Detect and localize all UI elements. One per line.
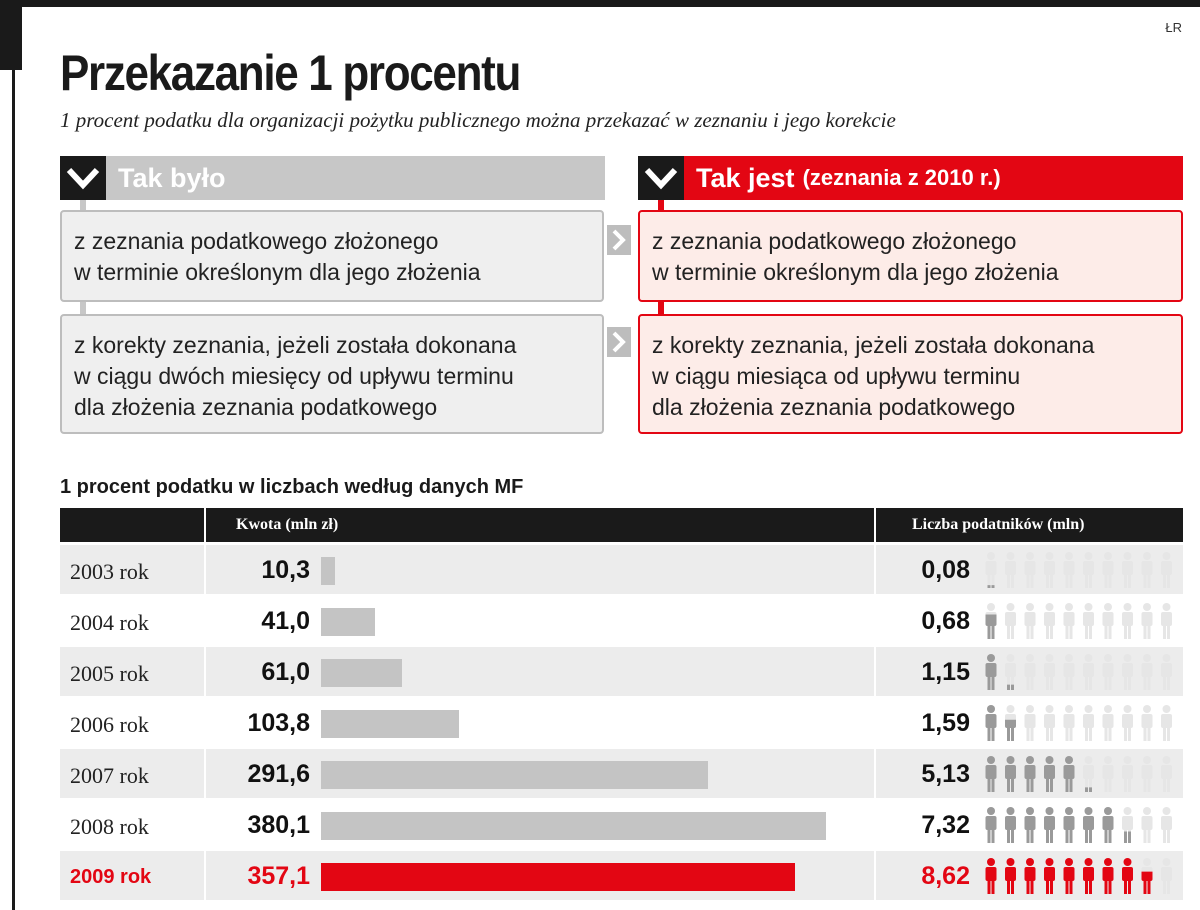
old-rule-2: z korekty zeznania, jeżeli została dokonana w ciągu dwóch miesięcy od upływu terminu dla złożenia zeznania podatkowego <box>60 314 604 434</box>
amount-bar <box>321 761 708 789</box>
person-icon <box>1103 807 1114 843</box>
person-icon <box>1064 756 1075 792</box>
count-label: 5,13 <box>921 760 970 788</box>
person-icon <box>1122 654 1133 690</box>
chart-title: 1 procent podatku w liczbach według danych MF <box>60 476 524 498</box>
person-icon <box>1044 756 1055 792</box>
table-row <box>60 545 1183 594</box>
amount-label: 41,0 <box>261 607 310 635</box>
table-row <box>60 698 1183 747</box>
person-icon <box>1064 705 1075 741</box>
person-icon <box>1005 552 1016 588</box>
table-row <box>60 851 1183 900</box>
people-pictogram <box>984 856 1184 896</box>
people-pictogram <box>984 805 1184 845</box>
column-separator <box>204 647 206 698</box>
amount-bar <box>321 812 826 840</box>
page-title: Przekazanie 1 procentu <box>60 45 521 101</box>
person-icon <box>1142 705 1153 741</box>
person-icon <box>1103 603 1114 639</box>
new-rules-title <box>684 156 1183 200</box>
column-separator <box>874 596 876 647</box>
row-year: 2008 rok <box>70 814 149 839</box>
people-pictogram <box>984 550 1184 590</box>
count-label: 0,08 <box>921 556 970 584</box>
count-label: 1,15 <box>921 658 970 686</box>
amount-label: 357,1 <box>247 862 310 890</box>
person-icon <box>1142 756 1153 792</box>
new-rules-title-main: Tak jest <box>696 162 795 193</box>
person-icon <box>1122 705 1133 741</box>
chevron-down-icon <box>638 156 684 200</box>
person-icon <box>1142 858 1153 894</box>
person-icon <box>1083 654 1094 690</box>
column-separator <box>204 698 206 749</box>
person-icon <box>1025 807 1036 843</box>
amount-bar <box>321 557 335 585</box>
new-rule-2: z korekty zeznania, jeżeli została dokonana w ciągu miesiąca od upływu terminu dla złożenia zeznania podatkowego <box>638 314 1183 434</box>
row-year: 2007 rok <box>70 763 149 788</box>
table-row <box>60 800 1183 849</box>
table-row <box>60 749 1183 798</box>
column-separator <box>204 545 206 596</box>
person-icon <box>1083 756 1094 792</box>
column-separator <box>874 749 876 800</box>
person-icon <box>1005 705 1016 741</box>
person-icon <box>1025 654 1036 690</box>
person-icon <box>1103 552 1114 588</box>
column-separator <box>204 851 206 902</box>
person-icon <box>1044 858 1055 894</box>
old-rules-heading <box>60 156 605 200</box>
table-header <box>60 508 1183 542</box>
old-rules-title: Tak było <box>106 156 605 200</box>
person-icon <box>986 654 997 690</box>
person-icon <box>1103 858 1114 894</box>
person-icon <box>1005 603 1016 639</box>
person-icon <box>986 603 997 639</box>
person-icon <box>1161 654 1172 690</box>
person-icon <box>1083 603 1094 639</box>
person-icon <box>1083 807 1094 843</box>
amount-label: 10,3 <box>261 556 310 584</box>
amount-bar <box>321 659 402 687</box>
people-pictogram <box>984 754 1184 794</box>
person-icon <box>1142 654 1153 690</box>
column-separator <box>204 800 206 851</box>
person-icon <box>1122 858 1133 894</box>
new-rules-heading <box>638 156 1183 200</box>
amount-bar <box>321 710 459 738</box>
person-icon <box>1103 654 1114 690</box>
person-icon <box>1064 552 1075 588</box>
person-icon <box>1064 858 1075 894</box>
row-year: 2004 rok <box>70 610 149 635</box>
person-icon <box>1044 705 1055 741</box>
amount-label: 380,1 <box>247 811 310 839</box>
people-pictogram <box>984 703 1184 743</box>
person-icon <box>1161 807 1172 843</box>
column-separator <box>204 749 206 800</box>
column-separator <box>874 647 876 698</box>
person-icon <box>1025 756 1036 792</box>
column-separator <box>874 545 876 596</box>
person-icon <box>1122 756 1133 792</box>
page-subtitle: 1 procent podatku dla organizacji pożytku publicznego można przekazać w zeznaniu i jego korekcie <box>60 108 896 132</box>
person-icon <box>1161 552 1172 588</box>
column-separator <box>874 800 876 851</box>
person-icon <box>1025 603 1036 639</box>
row-year: 2006 rok <box>70 712 149 737</box>
person-icon <box>1025 705 1036 741</box>
person-icon <box>986 756 997 792</box>
top-rule <box>0 0 1200 7</box>
person-icon <box>986 807 997 843</box>
person-icon <box>1083 552 1094 588</box>
new-rules-title-note: (zeznania z 2010 r.) <box>802 165 1001 190</box>
person-icon <box>1142 552 1153 588</box>
old-rule-1: z zeznania podatkowego złożonego w terminie określonym dla jego złożenia <box>60 210 604 302</box>
count-label: 7,32 <box>921 811 970 839</box>
header-separator <box>874 508 876 542</box>
person-icon <box>1083 858 1094 894</box>
new-rule-1: z zeznania podatkowego złożonego w terminie określonym dla jego złożenia <box>638 210 1183 302</box>
people-pictogram <box>984 601 1184 641</box>
header-amount: Kwota (mln zł) <box>236 516 339 533</box>
row-year: 2003 rok <box>70 559 149 584</box>
person-icon <box>986 858 997 894</box>
left-tab-marker <box>0 0 22 70</box>
table-row <box>60 596 1183 645</box>
arrow-right-icon <box>607 327 631 357</box>
person-icon <box>986 705 997 741</box>
left-rule <box>12 0 15 910</box>
people-pictogram <box>984 652 1184 692</box>
row-year: 2005 rok <box>70 661 149 686</box>
person-icon <box>1161 756 1172 792</box>
person-icon <box>1161 603 1172 639</box>
amount-bar <box>321 863 795 891</box>
column-separator <box>874 698 876 749</box>
person-icon <box>1122 807 1133 843</box>
person-icon <box>1083 705 1094 741</box>
count-label: 1,59 <box>921 709 970 737</box>
person-icon <box>1103 756 1114 792</box>
person-icon <box>1044 807 1055 843</box>
header-count: Liczba podatników (mln) <box>912 516 1085 533</box>
person-icon <box>1161 705 1172 741</box>
count-label: 0,68 <box>921 607 970 635</box>
person-icon <box>1005 858 1016 894</box>
person-icon <box>1005 756 1016 792</box>
person-icon <box>1005 654 1016 690</box>
person-icon <box>1044 603 1055 639</box>
person-icon <box>1005 807 1016 843</box>
chevron-down-icon <box>60 156 106 200</box>
person-icon <box>1064 807 1075 843</box>
person-icon <box>1122 603 1133 639</box>
person-icon <box>1064 654 1075 690</box>
arrow-right-icon <box>607 225 631 255</box>
header-separator <box>204 508 206 542</box>
person-icon <box>1064 603 1075 639</box>
column-separator <box>874 851 876 902</box>
person-icon <box>1025 552 1036 588</box>
column-separator <box>204 596 206 647</box>
person-icon <box>986 552 997 588</box>
count-label: 8,62 <box>921 862 970 890</box>
amount-label: 291,6 <box>247 760 310 788</box>
credit: ŁR <box>1165 20 1182 35</box>
amount-bar <box>321 608 375 636</box>
person-icon <box>1103 705 1114 741</box>
person-icon <box>1044 552 1055 588</box>
amount-label: 103,8 <box>247 709 310 737</box>
person-icon <box>1025 858 1036 894</box>
amount-label: 61,0 <box>261 658 310 686</box>
person-icon <box>1161 858 1172 894</box>
person-icon <box>1044 654 1055 690</box>
person-icon <box>1122 552 1133 588</box>
person-icon <box>1142 807 1153 843</box>
table-row <box>60 647 1183 696</box>
person-icon <box>1142 603 1153 639</box>
row-year: 2009 rok <box>70 866 152 888</box>
